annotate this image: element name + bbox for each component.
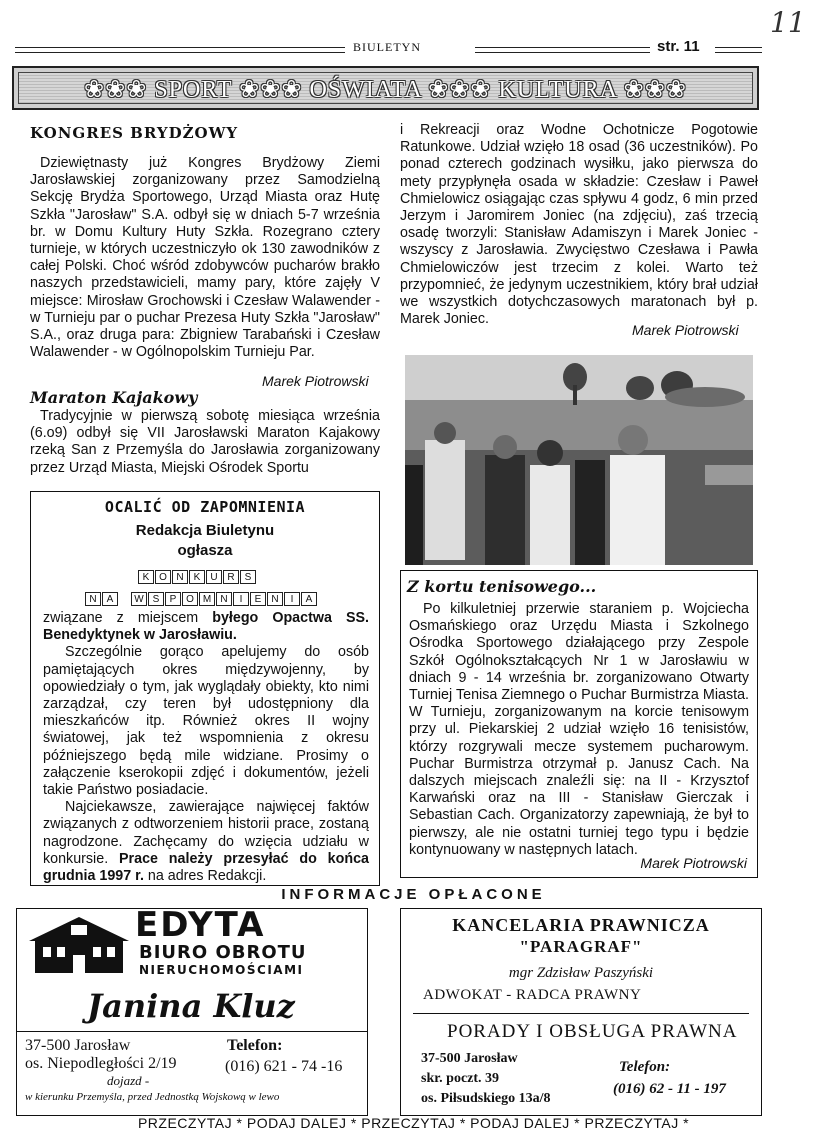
memory-box-body [43,610,369,885]
paragraf-advertisement [400,908,762,1116]
na-letter-boxes [85,592,118,606]
paragraf-title2: "PARAGRAF" [519,937,643,956]
paragraf-address3: os. Piłsudskiego 13a/8 [421,1091,551,1106]
paragraf-service: PORADY I OBSŁUGA PRAWNA [447,1021,738,1042]
paragraf-address2: skr. poczt. 39 [421,1071,500,1086]
bridge-article-author: Marek Piotrowski [262,373,369,389]
wspomnienia-letter-boxes [131,592,317,606]
letter-box: N [85,592,101,606]
letter-box: O [155,570,171,584]
letter-box: I [233,592,249,606]
header-rule [15,47,345,53]
kayak-article-body-left: Tradycyjnie w pierwszą sobotę miesiąca września (6.o9) odbył się VII Jarosławski Maraton Kajakowy rzeką San z Przemyśla do Jarosławia zorganizowany przez Urząd Miasta, Miejski Ośrodek Sportu [30,408,380,476]
tennis-article-box [400,570,758,878]
letter-box: N [216,592,232,606]
letter-box: R [223,570,239,584]
edyta-address1: 37-500 Jarosław [25,1037,131,1054]
paragraf-address1: 37-500 Jarosław [421,1051,518,1066]
handwritten-page-number: 11 [770,6,806,39]
header-rule [715,47,762,53]
page-footer-slogan: PRZECZYTAJ * PODAJ DALEJ * PRZECZYTAJ * PODAJ DALEJ * PRZECZYTAJ * [137,1115,690,1131]
letter-box: S [240,570,256,584]
house-logo-icon [27,915,131,975]
letter-box: N [172,570,188,584]
paragraf-person: mgr Zdzisław Paszyński [508,965,654,981]
letter-box: A [102,592,118,606]
edyta-address2: os. Niepodległości 2/19 [25,1055,177,1072]
letter-box: O [182,592,198,606]
paragraf-phone-label: Telefon: [619,1059,671,1075]
photo-illustration [405,355,753,565]
banner-text: ❀❀❀ SPORT ❀❀❀ OŚWIATA ❀❀❀ KULTURA ❀❀❀ [18,72,753,104]
paragraf-phone: (016) 62 - 11 - 197 [613,1081,726,1097]
konkurs-letter-boxes [138,570,256,584]
kayak-article-body-right: i Rekreacji oraz Wodne Ochotnicze Pogotowie Ratunkowe. Udział wzięło 18 osad (36 uczestników). Po ponad czterech godzinach wysiłku, jako pierwsza do mety przypłynęła osada w składzie: Czesław i Paweł Chmielowicz osiągając czas spływu 4 godz, 6 min przed Jerzym i Jaromirem Joniec (na zdjęciu), zaś trzecią osadę tworzyli: Stanisław Adamiszyn i Marek Joniec - wszyscy z Jarosławia. Zwycięstwo Czesława i Pawła Chmielowiczów jest trzecim z kolei. Warto też przypomnieć, że jedynym uczestnikiem, który brał udział we wszystkich dotychczasowych maratonach był p. Marek Joniec. [400,122,758,328]
memory-contest-box [30,491,380,886]
memory-box-line1: Redakcja Biuletynu [135,522,275,539]
edyta-phone-label: Telefon: [227,1037,283,1054]
tennis-article-body: Po kilkuletniej przerwie staraniem p. Wojciecha Osmańskiego oraz Urzędu Miasta i Szkolnego Ośrodka Sportowego działającego przy Zespole Szkół Ogólnokształcących Nr 1 w Jarosławiu w dniach 9 - 14 września br. zorganizowano Otwarty Turniej Tenisa Ziemnego o Puchar Burmistrza Miasta. W Turnieju, zorganizowanym na korcie tenisowym przy ul. Piekarskiej 2 udział wzięło 16 tenisistów, którzy rozgrywali mecze systemem pucharowym. Puchar Burmistrza otrzymał p. Janusz Cach. Na dalszych miejscach znaleźli się: na II - Krzysztof Karwański oraz na III - Stanisław Gierczak i Sebastian Cach. Organizatorzy zapewniają, że był to pierwszy, ale nie ostatni turniej tego typu i będzie kontynuowany w następnych latach. [409,601,749,858]
letter-box: K [138,570,154,584]
edyta-person: Janina Kluz [87,987,295,1025]
tennis-article-author: Marek Piotrowski [640,855,747,871]
page-number-label: str. 11 [657,38,700,55]
kayak-marathon-photo [405,355,753,565]
memory-box-paragraph [43,799,369,885]
memory-text: na adres Redakcji. [143,868,267,885]
kayak-article-title: Maraton Kajakowy [30,388,198,407]
header-rule [475,47,650,53]
paid-info-heading: INFORMACJE OPŁACONE [281,886,546,903]
edyta-phone: (016) 621 - 74 -16 [225,1058,343,1075]
memory-box-paragraph [43,610,369,644]
bridge-article-body: Dziewiętnasty już Kongres Brydżowy Ziemi Jarosławskiej zorganizowany przez Samodzielną Sekcję Brydża Sportowego, Urząd Miasta oraz Hutę Szkła "Jarosław" S.A. odbył się w dniach 5-7 września br. w Domu Kultury Huty Szkła. Rozegrano cztery turnieje, w których uczestniczyło ok 130 zawodników z całej Polski. Choć wśród zdobywców pucharów brakło naszych przedstawicieli, mamy pary, które zajęły V miejsce: Mirosław Grochowski i Czesław Walawender - w Turnieju par o puchar Prezesa Huty Szkła "Jarosław" S.A., oraz druga para: Zbigniew Tarabański i Czesław Walawender - w Ogólnopolskim Turnieju Par. [30,155,380,361]
paragraf-title1: KANCELARIA PRAWNICZA [452,915,710,935]
edyta-directions2: w kierunku Przemyśla, przed Jednostką Wojskową w lewo [25,1091,280,1103]
letter-box: K [189,570,205,584]
edyta-line1: BIURO OBROTU [139,942,307,963]
memory-box-title: OCALIĆ OD ZAPOMNIENIA [104,498,306,516]
publication-name: BIULETYN [353,40,421,54]
tennis-article-title: Z kortu tenisowego... [407,577,597,596]
letter-box: W [131,592,147,606]
memory-text-bold: byłego Opactwa SS. Benedyktynek w Jarosławiu. [43,610,369,644]
memory-box-paragraph: Szczególnie gorąco apelujemy do osób pamiętających okres międzywojenny, by opowiedziały o tym, jak wyglądały obiekty, kto nimi zarządzał, czy teren był udostępniony dla mieszkańców itp. Również okres II wojny światowej, jak też wspomnienia z okresu późniejszego będą mile widziane. Prosimy o załączenie kserokopii zdjęć i dokumentów, jeżeli takie Państwo posiadacie. [43,644,369,799]
letter-box: A [301,592,317,606]
bridge-article-title: KONGRES BRYDŻOWY [30,124,239,142]
letter-box: U [206,570,222,584]
paragraf-divider [413,1013,749,1014]
memory-text: Najciekawsze, zawierające najwięcej faktów związanych z odtworzeniem historii prace, zostaną nagrodzone. Zachęcamy do wzięcia udziału w konkursie. [43,799,369,867]
edyta-line2: NIERUCHOMOŚCIAMI [139,963,304,977]
letter-box: S [148,592,164,606]
memory-text: związane z miejscem [43,610,213,626]
section-banner [12,66,759,110]
edyta-name: EDYTA [135,905,266,945]
letter-box: N [267,592,283,606]
edyta-directions1: dojazd - [107,1073,150,1088]
letter-box: I [284,592,300,606]
edyta-advertisement [16,905,368,1116]
letter-box: P [165,592,181,606]
letter-box: M [199,592,215,606]
kayak-article-author: Marek Piotrowski [632,322,739,338]
paragraf-role: ADWOKAT - RADCA PRAWNY [423,987,642,1003]
page-header [15,40,762,56]
memory-text-bold: Prace należy przesyłać do końca grudnia 1997 r. [43,850,369,885]
memory-box-line2: ogłasza [177,542,233,559]
letter-box: E [250,592,266,606]
edyta-divider [17,1031,367,1032]
